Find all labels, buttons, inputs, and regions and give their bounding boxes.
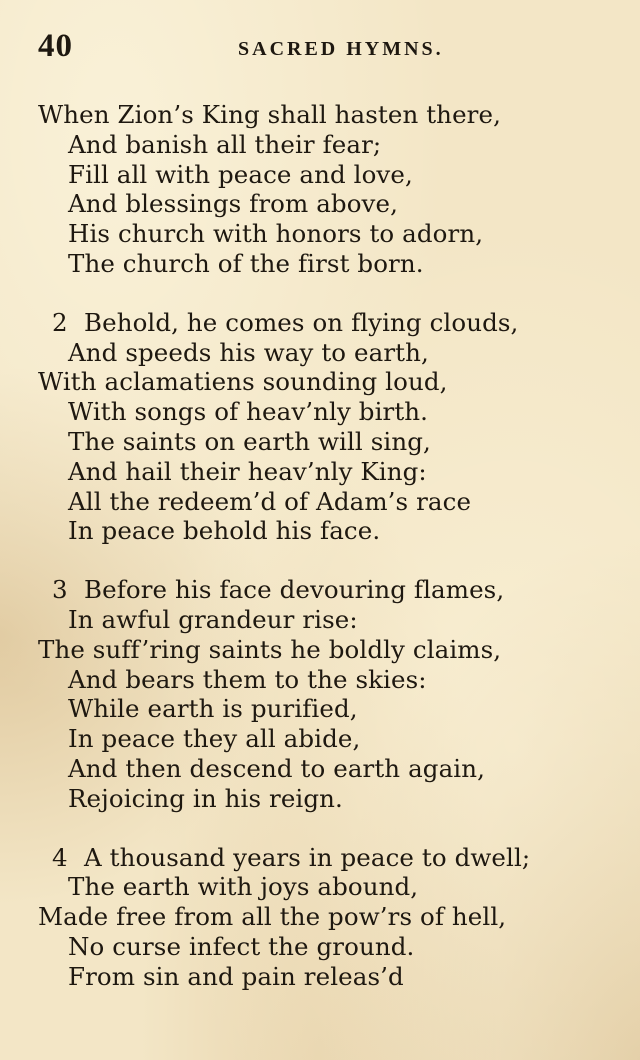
hymn-line: Fill all with peace and love, [68,159,413,189]
stanza-2 [38,308,628,546]
page-number: 40 [38,28,73,64]
hymn-line: And then descend to earth again, [68,753,485,783]
hymn-line: While earth is purified, [68,694,358,724]
hymn-line: With aclamatiens sounding loud, [38,367,448,397]
stanza-4 [38,843,628,992]
page-header [38,28,598,68]
hymn-line: A thousand years in peace to dwell; [84,842,531,872]
hymn-line: With songs of heav’nly birth. [68,397,429,427]
hymn-line: And bears them to the skies: [68,664,427,694]
hymn-line: In awful grandeur rise: [68,604,358,634]
stanza-number: 4 [52,842,68,872]
hymn-line: All the redeem’d of Adam’s race [68,486,472,516]
hymn-line: And hail their heav’nly King: [68,456,427,486]
hymn-line: And banish all their fear; [68,129,382,159]
hymn-line: The saints on earth will sing, [68,426,431,456]
stanza-3 [38,575,628,813]
stanza-number: 2 [52,307,68,337]
hymn-line: Before his face devouring flames, [84,575,505,605]
hymn-line: The suff’ring saints he boldly claims, [38,634,502,664]
hymn-line: In peace behold his face. [68,516,381,546]
stanza-number: 3 [52,575,68,605]
hymn-line: When Zion’s King shall hasten there, [38,100,501,129]
running-head: SACRED HYMNS. [238,38,444,60]
hymn-line: Rejoicing in his reign. [68,783,343,813]
hymn-line: Behold, he comes on flying clouds, [84,307,519,337]
hymn-line: From sin and pain releas’d [68,961,404,991]
hymn-line: The earth with joys abound, [68,872,419,902]
hymn-line: And blessings from above, [68,189,398,219]
hymn-line: The church of the first born. [68,248,424,278]
hymn-text [38,100,628,1021]
hymn-line: And speeds his way to earth, [68,337,429,367]
hymn-line: No curse infect the ground. [68,931,415,961]
hymn-line: In peace they all abide, [68,724,361,754]
hymn-line: His church with honors to adorn, [68,219,484,249]
stanza-1 [38,100,628,279]
hymn-line: Made free from all the pow’rs of hell, [38,902,507,932]
